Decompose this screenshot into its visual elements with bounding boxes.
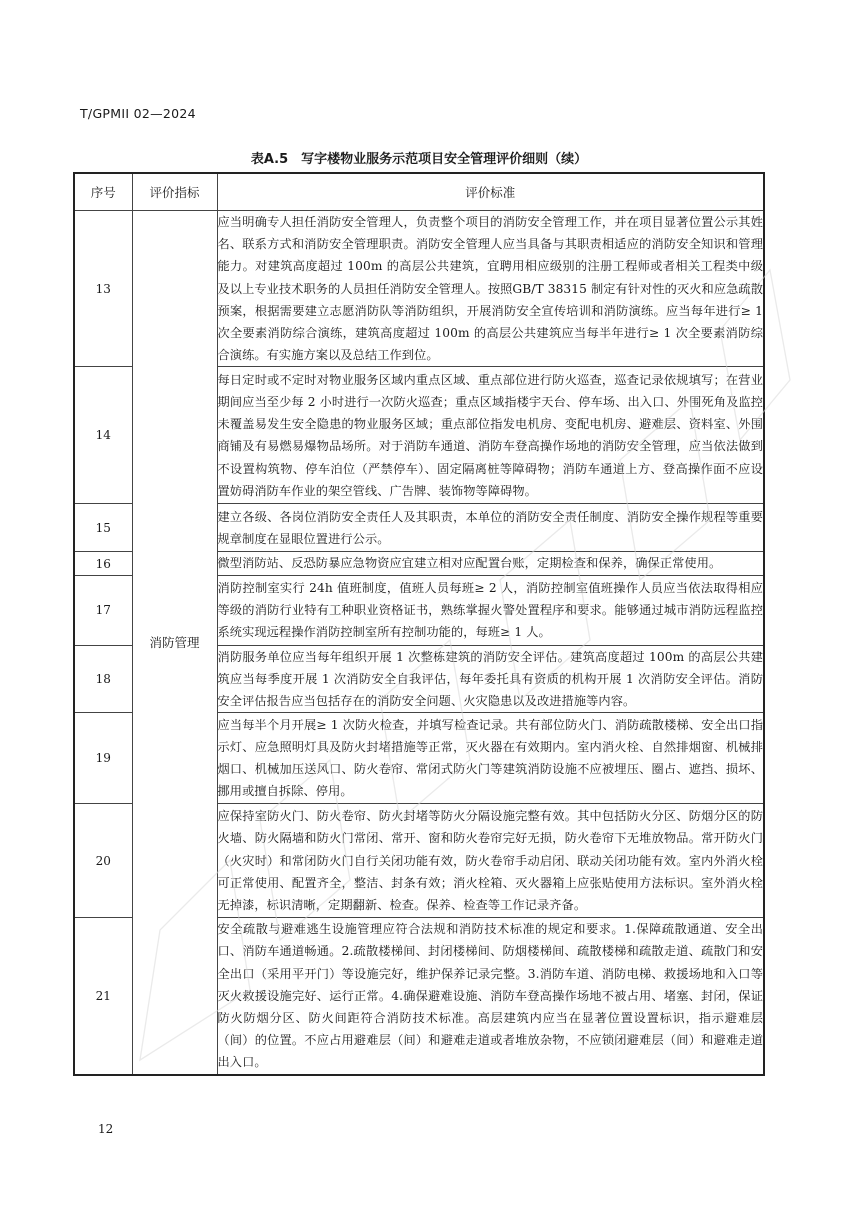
criteria-text: 应当每半个月开展≥ 1 次防火检查，并填写检查记录。共有部位防火门、消防疏散楼梯、安全出口指示灯、应急照明灯具及防火封堵措施等正常，灭火器在有效期内。室内消火栓、自然排烟窗、机械排烟口、机械加压送风口、防火卷帘、常闭式防火门等建筑消防设施不应被埋压、圈占、遮挡、损坏、挪用或擅自拆除、停用。 bbox=[217, 713, 764, 804]
table-row bbox=[74, 211, 764, 367]
criteria-text: 应保持室防火门、防火卷帘、防火封堵等防火分隔设施完整有效。其中包括防火分区、防烟分区的防火墙、防火隔墙和防火门常闭、常开、窗和防火卷帘完好无损，防火卷帘下无堆放物品。常开防火门（火灾时）和常闭防火门自行关闭功能有效，防火卷帘手动启闭、联动关闭功能有效。室内外消火栓可正常使用、配置齐全，整洁、封条有效；消火栓箱、灭火器箱上应张贴使用方法标识。室外消火栓无掉漆，标识清晰，定期翻新、检查。保养、检查等工作记录齐备。 bbox=[217, 804, 764, 918]
criteria-text: 应当明确专人担任消防安全管理人，负责整个项目的消防安全管理工作，并在项目显著位置公示其姓名、联系方式和消防安全管理职责。消防安全管理人应当具备与其职责相适应的消防安全知识和管理能力。对建筑高度超过 100m 的高层公共建筑，宜聘用相应级别的注册工程师或者相关工程类中级及以上专业技术职务的人员担任消防安全管理人。按照GB/T 38315 制定有针对性的灭火和应急疏散预案，根据需要建立志愿消防队等消防组织，开展消防安全宣传培训和消防演练。应当每年进行≥ 1 次全要素消防综合演练，建筑高度超过 100m 的高层公共建筑应当每半年进行≥ 1 次全要素消防综合演练。有实施方案以及总结工作到位。 bbox=[217, 211, 764, 367]
row-number: 18 bbox=[74, 645, 132, 713]
column-header-number: 序号 bbox=[74, 173, 132, 211]
row-number: 20 bbox=[74, 804, 132, 918]
row-number: 19 bbox=[74, 713, 132, 804]
row-number: 15 bbox=[74, 504, 132, 552]
page-number: 12 bbox=[98, 1122, 114, 1136]
row-number: 17 bbox=[74, 575, 132, 645]
row-number: 14 bbox=[74, 367, 132, 504]
criteria-text: 建立各级、各岗位消防安全责任人及其职责，本单位的消防安全责任制度、消防安全操作规程等重要规章制度在显眼位置进行公示。 bbox=[217, 504, 764, 552]
row-number: 21 bbox=[74, 918, 132, 1075]
evaluation-table bbox=[73, 172, 765, 1076]
column-header-indicator: 评价指标 bbox=[132, 173, 217, 211]
standard-code: T/GPMII 02—2024 bbox=[80, 106, 196, 121]
criteria-text: 微型消防站、反恐防暴应急物资应宜建立相对应配置台账，定期检查和保养，确保正常使用。 bbox=[217, 552, 764, 575]
criteria-text: 消防控制室实行 24h 值班制度，值班人员每班≥ 2 人，消防控制室值班操作人员应当依法取得相应等级的消防行业特有工种职业资格证书，熟练掌握火警处置程序和要求。能够通过城市消防远程监控系统实现远程操作消防控制室所有控制功能的，每班≥ 1 人。 bbox=[217, 575, 764, 645]
row-number: 16 bbox=[74, 552, 132, 575]
row-number: 13 bbox=[74, 211, 132, 367]
category-cell: 消防管理 bbox=[132, 211, 217, 1075]
column-header-criteria: 评价标准 bbox=[217, 173, 764, 211]
table-title: 表A.5 写字楼物业服务示范项目安全管理评价细则（续） bbox=[250, 152, 588, 167]
criteria-text: 安全疏散与避难逃生设施管理应符合法规和消防技术标准的规定和要求。1.保障疏散通道、安全出口、消防车通道畅通。2.疏散楼梯间、封闭楼梯间、防烟楼梯间、疏散楼梯和疏散走道、疏散门和安全出口（采用平开门）等设施完好，维护保养记录完整。3.消防车道、消防电梯、救援场地和入口等灭火救援设施完好、运行正常。4.确保避难设施、消防车登高操作场地不被占用、堵塞、封闭，保证防火防烟分区、防火间距符合消防技术标准。高层建筑内应当在显著位置设置标识，指示避难层（间）的位置。不应占用避难层（间）和避难走道或者堆放杂物，不应锁闭避难层（间）和避难走道出入口。 bbox=[217, 918, 764, 1075]
criteria-text: 消防服务单位应当每年组织开展 1 次整栋建筑的消防安全评估。建筑高度超过 100m 的高层公共建筑应当每季度开展 1 次消防安全自我评估，每年委托具有资质的机构开展 1 次消防安全评估。消防安全评估报告应当包括存在的消防安全问题、火灾隐患以及改进措施等内容。 bbox=[217, 645, 764, 713]
table-header-row bbox=[74, 173, 764, 211]
criteria-text: 每日定时或不定时对物业服务区域内重点区域、重点部位进行防火巡查，巡查记录依规填写；在营业期间应当至少每 2 小时进行一次防火巡查；重点区域指楼宇天台、停车场、出入口、外围死角及监控未覆盖易发生安全隐患的物业服务区域；重点部位指发电机房、变配电机房、避难层、资料室、外围商铺及有易燃易爆物品场所。对于消防车通道、消防车登高操作场地的消防安全管理，应当依法做到不设置构筑物、停车泊位（严禁停车）、固定隔离桩等障碍物；消防车通道上方、登高操作面不应设置妨碍消防车作业的架空管线、广告牌、装饰物等障碍物。 bbox=[217, 367, 764, 504]
